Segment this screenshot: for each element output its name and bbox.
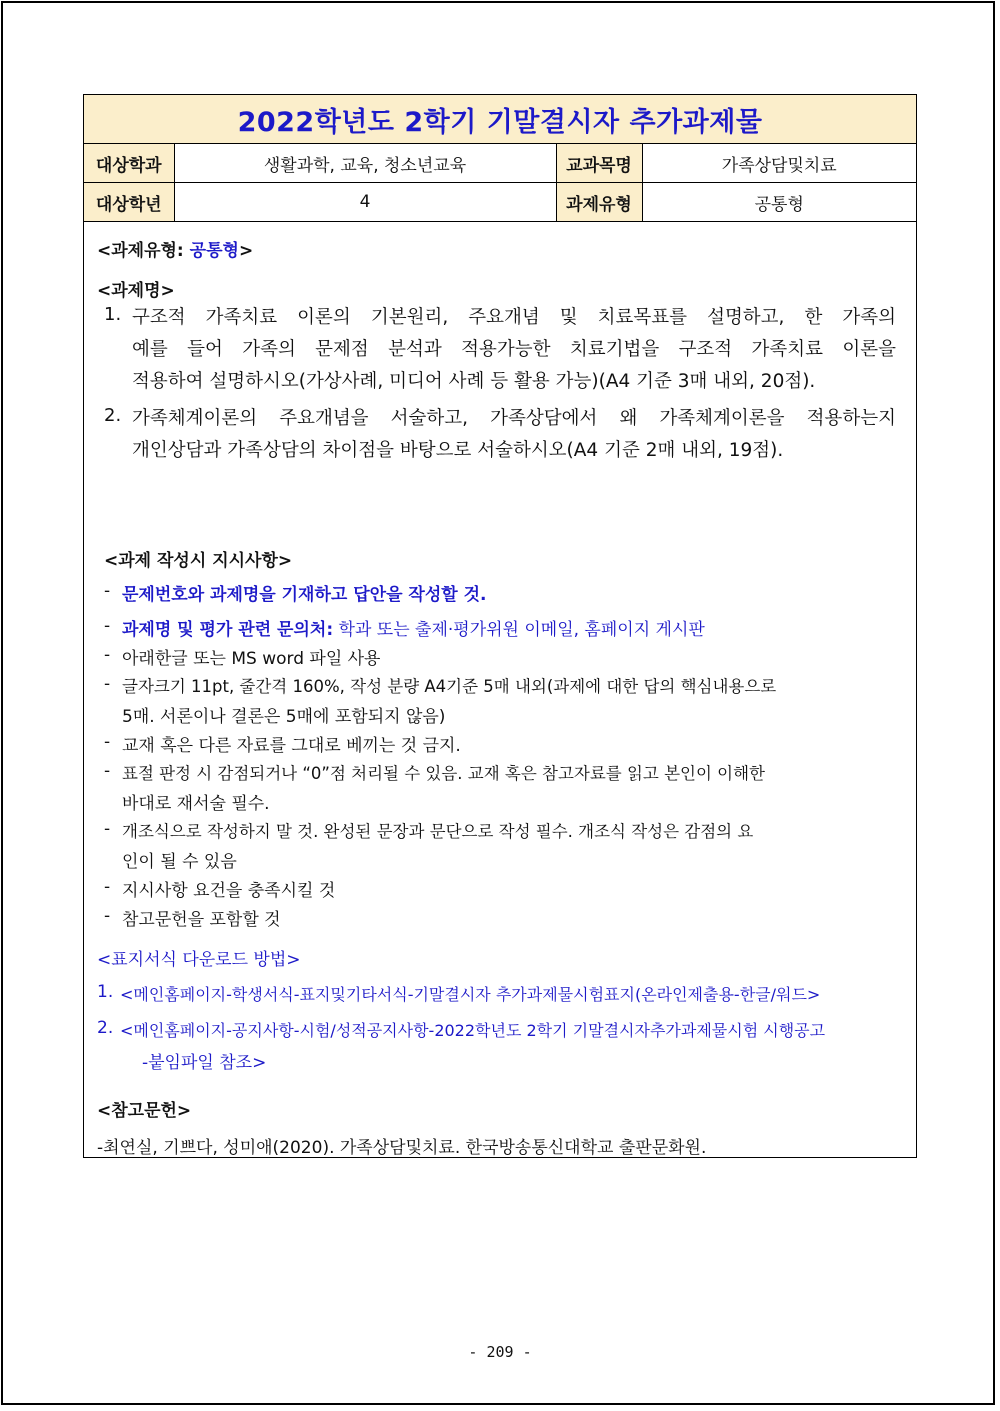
info-row-1 (84, 144, 916, 183)
type-value: 공통형 (642, 183, 916, 222)
info-table (84, 144, 916, 222)
task2-number: 2. (104, 405, 122, 426)
instr-dash-8: - (104, 877, 111, 897)
instr-dash-2: - (104, 616, 111, 636)
task1-line-3: 적용하여 설명하시오(가상사례, 미디어 사례 등 활용 가능)(A4 기준 3매 내외, 20점). (132, 371, 816, 392)
instr-7a: 개조식으로 작성하지 말 것. 완성된 문장과 문단으로 작성 필수. 개조식 작성은 감점의 요 (122, 822, 754, 841)
download-2-number: 2. (97, 1018, 114, 1038)
download-header: <표지서식 다운로드 방법> (97, 950, 301, 970)
task2-line-1: 가족체계이론의 주요개념을 서술하고, 가족상담에서 왜 가족체계이론을 적용하는지 (132, 408, 896, 429)
instr-dash-6: - (104, 761, 111, 781)
download-2a[interactable]: <메인홈페이지-공지사항-시험/성적공지사항-2022학년도 2학기 기말결시자추가과제물시험 시행공고 (120, 1021, 826, 1040)
course-value: 가족상담및치료 (642, 144, 916, 183)
instr-4b: 5매. 서론이나 결론은 5매에 포함되지 않음) (122, 707, 446, 727)
task1-line-2: 예를 들어 가족의 문제점 분석과 적용가능한 치료기법을 구조적 가족치료 이론을 (132, 339, 896, 360)
task-type-value: 공통형 (189, 241, 239, 261)
task1-line-1: 구조적 가족치료 이론의 기본원리, 주요개념 및 치료목표를 설명하고, 한 가족의 (132, 307, 896, 328)
instr-3: 아래한글 또는 MS word 파일 사용 (122, 649, 381, 669)
download-1-number: 1. (97, 982, 114, 1002)
task-name-header: <과제명> (97, 281, 175, 301)
document-title: 2022학년도 2학기 기말결시자 추가과제물 (237, 106, 763, 138)
task1-number: 1. (104, 304, 122, 325)
dept-value: 생활과학, 교육, 청소년교육 (174, 144, 556, 183)
instr-dash-5: - (104, 732, 111, 752)
download-1[interactable]: <메인홈페이지-학생서식-표지및기타서식-기말결시자 추가과제물시험표지(온라인제출용-한글/워드> (120, 985, 821, 1004)
info-row-2 (84, 183, 916, 222)
download-2b[interactable]: -붙임파일 참조> (142, 1053, 267, 1073)
dept-label: 대상학과 (84, 144, 174, 183)
instr-7b: 인이 될 수 있음 (122, 852, 237, 872)
instr-8: 지시사항 요건을 충족시킬 것 (122, 881, 336, 901)
instr-2-bold: 과제명 및 평가 관련 문의처: (122, 620, 334, 640)
instr-4a: 글자크기 11pt, 줄간격 160%, 작성 분량 A4기준 5매 내외(과제에 대한 답의 핵심내용으로 (122, 677, 777, 696)
instr-2 (122, 615, 705, 640)
instr-dash-4: - (104, 674, 111, 694)
grade-value: 4 (174, 183, 556, 222)
instr-5: 교재 혹은 다른 자료를 그대로 베끼는 것 금지. (122, 736, 461, 756)
instr-2-rest: 학과 또는 출제·평가위원 이메일, 홈페이지 게시판 (333, 620, 705, 640)
task-type-line (97, 236, 253, 261)
task2-line-2: 개인상담과 가족상담의 차이점을 바탕으로 서술하시오(A4 기준 2매 내외, 19점). (132, 440, 784, 461)
references-header: <참고문헌> (97, 1101, 192, 1121)
title-bar (84, 95, 916, 144)
instructions-header: <과제 작성시 지시사항> (104, 551, 293, 571)
grade-label: 대상학년 (84, 183, 174, 222)
reference-item: -최연실, 기쁘다, 성미애(2020). 가족상담및치료. 한국방송통신대학교 출판문화원. (97, 1138, 707, 1158)
type-label: 과제유형 (556, 183, 642, 222)
instr-9: 참고문헌을 포함할 것 (122, 910, 281, 930)
task-type-close: > (238, 241, 254, 261)
instr-dash-3: - (104, 645, 111, 665)
page-number: - 209 - (468, 1343, 532, 1361)
instr-dash-9: - (104, 906, 111, 926)
course-label: 교과목명 (556, 144, 642, 183)
instr-dash-7: - (104, 819, 111, 839)
task-type-label: <과제유형: (97, 241, 190, 261)
instr-6b: 바대로 재서술 필수. (122, 794, 270, 814)
instr-1: 문제번호와 과제명을 기재하고 답안을 작성할 것. (122, 585, 487, 605)
document-frame (83, 94, 917, 1158)
instr-6a: 표절 판정 시 감점되거나 “0”점 처리될 수 있음. 교재 혹은 참고자료를 읽고 본인이 이해한 (122, 764, 765, 783)
instr-dash-1: - (104, 581, 111, 601)
